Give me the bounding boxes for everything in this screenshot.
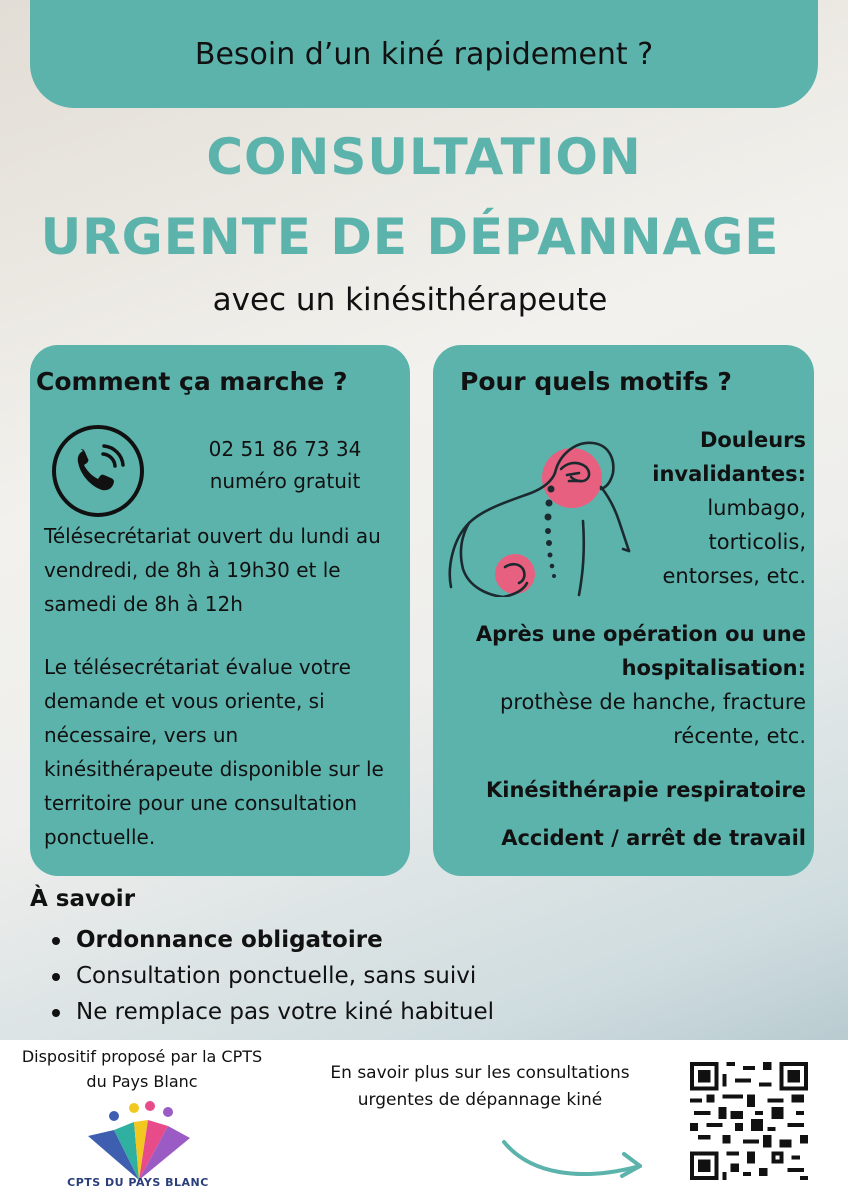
phone-note: numéro gratuit [209, 469, 361, 493]
back-pain-illustration [441, 427, 641, 597]
savoir-item: Ordonnance obligatoire [48, 922, 494, 958]
savoir-list [48, 922, 494, 1030]
banner-text: Besoin d’un kiné rapidement ? [194, 36, 654, 72]
logo-text: CPTS DU PAYS BLANC [67, 1176, 209, 1189]
phone-number[interactable]: 02 51 86 73 34 [208, 437, 362, 461]
main-title-line2: URGENTE DE DÉPANNAGE [40, 208, 780, 266]
motif-surgery-list: prothèse de hanche, fracture récente, etc. [500, 690, 806, 748]
motif-pain-heading: Douleurs invalidantes: [652, 428, 806, 486]
motif-accident: Accident / arrêt de travail [501, 826, 806, 850]
motif-pain-list: lumbago, torticolis, entorses, etc. [662, 496, 806, 588]
how-it-works-title: Comment ça marche ? [36, 367, 348, 396]
motif-surgery-heading: Après une opération ou une hospitalisation: [475, 622, 806, 680]
main-title-line1: CONSULTATION [206, 128, 642, 186]
hours-text: Télésecrétariat ouvert du lundi au vendredi, de 8h à 19h30 et le samedi de 8h à 12h [44, 524, 381, 616]
savoir-title: À savoir [30, 886, 136, 912]
top-banner [30, 0, 818, 108]
savoir-item: Ne remplace pas votre kiné habituel [48, 994, 494, 1030]
motifs-title: Pour quels motifs ? [460, 367, 732, 396]
motifs-card [433, 345, 814, 876]
triage-text: Le télésecrétariat évalue votre demande et vous oriente, si nécessaire, vers un kinésithérapeute disponible sur le territoire pour une consultation ponctuelle. [44, 655, 384, 849]
how-it-works-card [30, 345, 410, 876]
savoir-item: Consultation ponctuelle, sans suivi [48, 958, 494, 994]
footer [0, 1040, 848, 1200]
arrow-icon [500, 1126, 650, 1186]
more-info-text: En savoir plus sur les consultations urgentes de dépannage kiné [330, 1063, 630, 1110]
subtitle: avec un kinésithérapeute [212, 282, 608, 318]
motif-respiratory: Kinésithérapie respiratoire [485, 778, 806, 802]
cpts-logo [84, 1096, 194, 1180]
qr-code[interactable] [690, 1062, 808, 1180]
footer-org-text: Dispositif proposé par la CPTS du Pays Blanc [21, 1047, 263, 1091]
phone-icon [50, 423, 146, 519]
